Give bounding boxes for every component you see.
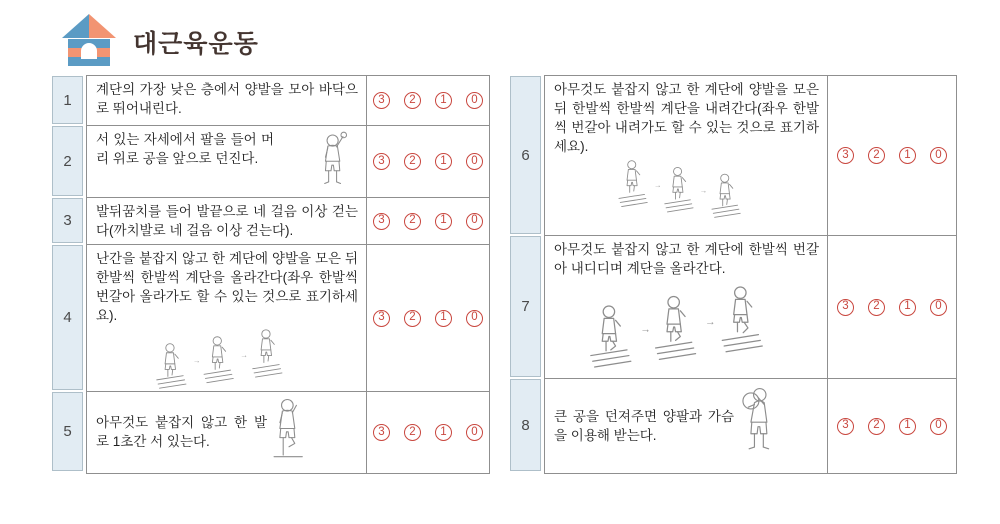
item-number: 7 — [510, 236, 541, 377]
item-number: 6 — [510, 76, 541, 234]
rating-option-3[interactable]: 3 — [837, 147, 854, 164]
item-number-column — [510, 75, 541, 474]
svg-text:→: → — [240, 350, 248, 360]
rating-option-1[interactable]: 1 — [435, 92, 452, 109]
rating-option-3[interactable]: 3 — [373, 310, 390, 327]
gross-motor-table-right — [510, 75, 957, 474]
rating-option-3[interactable]: 3 — [373, 153, 390, 170]
rating-option-2[interactable]: 2 — [868, 418, 885, 435]
item-description-cell — [545, 236, 828, 378]
rating-scale — [367, 198, 489, 244]
rating-option-0[interactable]: 0 — [930, 147, 947, 164]
rating-option-1[interactable]: 1 — [899, 418, 916, 435]
child-standing-on-one-foot-illustration — [267, 397, 311, 470]
rating-scale — [367, 76, 489, 125]
rating-scale — [367, 245, 489, 391]
table-row — [87, 392, 489, 473]
item-number: 3 — [52, 198, 83, 243]
rating-option-3[interactable]: 3 — [373, 92, 390, 109]
item-text: 서 있는 자세에서 팔을 들어 머리 위로 공을 앞으로 던진다. — [96, 132, 274, 166]
child-throwing-ball-overhead-illustration — [312, 131, 358, 197]
table-row — [545, 236, 956, 379]
item-grid — [544, 75, 957, 474]
item-number: 8 — [510, 379, 541, 471]
svg-text:→: → — [653, 180, 661, 190]
item-number-column — [52, 75, 83, 474]
item-text: 아무것도 붙잡지 않고 한 발로 1초간 서 있는다. — [96, 415, 267, 449]
item-description-cell — [87, 392, 367, 473]
house-blocks-icon — [60, 13, 118, 71]
rating-option-1[interactable]: 1 — [899, 299, 916, 316]
rating-option-3[interactable]: 3 — [373, 213, 390, 230]
item-text: 난간을 붙잡지 않고 한 계단에 양발을 모은 뒤 한발씩 한발씩 계단을 올라간다(좌우 한발씩 번갈아 올라가도 할 수 있는 것으로 표기하세요). — [96, 251, 358, 323]
svg-text:→: → — [704, 316, 716, 328]
svg-text:→: → — [699, 185, 707, 195]
page-title: 대근육운동 — [133, 30, 259, 58]
rating-option-3[interactable]: 3 — [373, 424, 390, 441]
table-row — [87, 126, 489, 198]
rating-option-2[interactable]: 2 — [404, 310, 421, 327]
table-row — [87, 198, 489, 245]
rating-scale — [367, 126, 489, 197]
item-description-cell — [545, 76, 828, 235]
item-text: 계단의 가장 낮은 층에서 양발을 모아 바닥으로 뛰어내린다. — [96, 82, 358, 116]
rating-scale — [828, 379, 956, 473]
section-header — [60, 13, 259, 71]
rating-option-2[interactable]: 2 — [404, 213, 421, 230]
item-text: 큰 공을 던져주면 양팔과 가슴을 이용해 받는다. — [554, 408, 734, 443]
rating-option-2[interactable]: 2 — [868, 147, 885, 164]
rating-scale — [367, 392, 489, 473]
item-grid — [86, 75, 490, 474]
item-description-cell — [87, 126, 367, 197]
rating-option-0[interactable]: 0 — [930, 418, 947, 435]
item-text: 발뒤꿈치를 들어 발끝으로 네 걸음 이상 걷는다(까치발로 네 걸음 이상 걷는다). — [96, 204, 358, 238]
item-description-cell — [545, 379, 828, 473]
children-climbing-stairs-alternating-illustration — [587, 283, 787, 376]
rating-option-2[interactable]: 2 — [868, 299, 885, 316]
table-row — [545, 76, 956, 236]
rating-option-0[interactable]: 0 — [466, 310, 483, 327]
table-row — [87, 245, 489, 392]
svg-text:→: → — [639, 324, 651, 336]
rating-option-3[interactable]: 3 — [837, 299, 854, 316]
item-text: 아무것도 붙잡지 않고 한 계단에 한발씩 번갈아 내디디며 계단을 올라간다. — [554, 242, 819, 276]
table-row — [545, 379, 956, 473]
item-number: 2 — [52, 126, 83, 196]
child-catching-large-ball-illustration — [734, 385, 782, 468]
rating-option-1[interactable]: 1 — [435, 213, 452, 230]
children-descending-stairs-illustration — [597, 158, 777, 225]
item-number: 5 — [52, 392, 83, 471]
children-climbing-stairs-illustration — [133, 327, 321, 391]
rating-option-1[interactable]: 1 — [435, 153, 452, 170]
rating-option-2[interactable]: 2 — [404, 153, 421, 170]
rating-option-0[interactable]: 0 — [466, 424, 483, 441]
item-number: 1 — [52, 76, 83, 124]
rating-option-0[interactable]: 0 — [466, 153, 483, 170]
table-row — [87, 76, 489, 126]
item-description-cell — [87, 245, 367, 391]
rating-scale — [828, 76, 956, 235]
item-description-cell — [87, 76, 367, 125]
rating-option-0[interactable]: 0 — [466, 213, 483, 230]
rating-option-0[interactable]: 0 — [466, 92, 483, 109]
rating-option-0[interactable]: 0 — [930, 299, 947, 316]
svg-text:→: → — [192, 355, 201, 365]
gross-motor-table-left — [52, 75, 490, 474]
item-number: 4 — [52, 245, 83, 390]
rating-option-3[interactable]: 3 — [837, 418, 854, 435]
rating-option-1[interactable]: 1 — [435, 424, 452, 441]
rating-option-2[interactable]: 2 — [404, 424, 421, 441]
item-text: 아무것도 붙잡지 않고 한 계단에 양발을 모은 뒤 한발씩 한발씩 계단을 내려간다(좌우 한발씩 번갈아 내려가도 할 수 있는 것으로 표기하세요). — [554, 82, 819, 154]
rating-option-1[interactable]: 1 — [435, 310, 452, 327]
rating-option-2[interactable]: 2 — [404, 92, 421, 109]
rating-scale — [828, 236, 956, 378]
item-description-cell — [87, 198, 367, 244]
rating-option-1[interactable]: 1 — [899, 147, 916, 164]
